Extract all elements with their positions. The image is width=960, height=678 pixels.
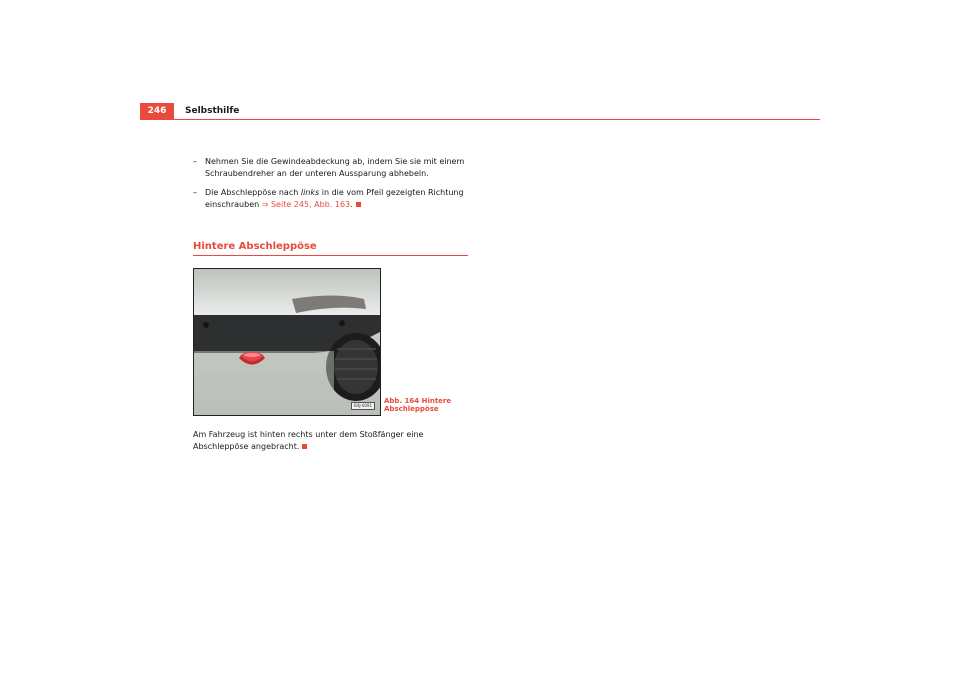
rear-bumper-illustration — [194, 269, 380, 415]
section-end-marker — [302, 444, 307, 449]
step-text — [193, 187, 468, 211]
step-dash: – — [193, 157, 197, 166]
step-text: Nehmen Sie die Gewindeabdeckung ab, indem Sie sie mit einem Schraubendreher an der unteren Aussparung abhebeln. — [205, 157, 465, 178]
instruction-step-1 — [193, 156, 468, 180]
figure-rear-tow-eye — [193, 268, 381, 416]
section-title: Hintere Abschleppöse — [193, 241, 317, 252]
header-rule — [140, 119, 820, 120]
step-dash: – — [193, 188, 197, 197]
page-number: 246 — [140, 103, 174, 119]
body-paragraph — [193, 429, 468, 453]
step-text-mid: in die vom Pfeil gezeigten Richtung einschrauben — [205, 188, 464, 209]
page-reference-link[interactable]: ⇒ Seite 245, Abb. 163 — [261, 200, 351, 209]
step-text-end: . — [350, 200, 353, 209]
body-text: Am Fahrzeug ist hinten rechts unter dem Stoßfänger eine Abschleppöse angebracht. — [193, 430, 424, 451]
step-emphasis: links — [300, 188, 320, 197]
step-text-start: Die Abschleppöse nach — [205, 188, 301, 197]
page-header — [140, 100, 820, 120]
chapter-title: Selbsthilfe — [185, 106, 240, 116]
figure-code: B4J-0091 — [351, 402, 375, 410]
section-end-marker — [356, 202, 361, 207]
instruction-step-2 — [193, 187, 468, 211]
section-rule — [193, 255, 468, 256]
figure-caption: Abb. 164 Hintere Abschleppöse — [384, 397, 452, 413]
